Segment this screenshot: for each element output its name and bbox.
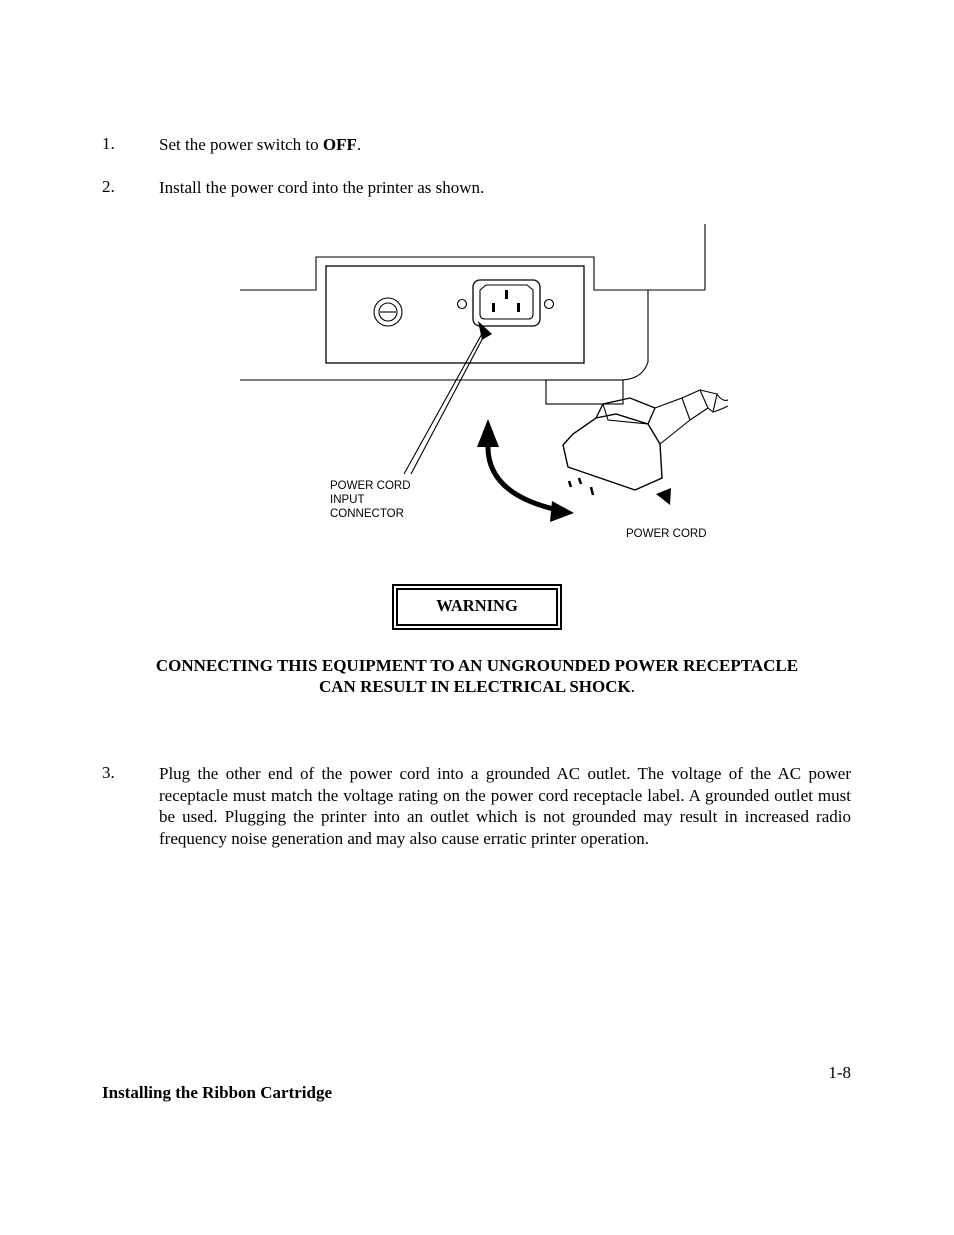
page-number: 1-8 [828, 1063, 851, 1082]
step-3-number: 3. [102, 763, 115, 782]
power-cord-diagram [230, 222, 730, 552]
warning-message [150, 655, 804, 697]
step-1-text [159, 134, 851, 156]
connector-label-line-1: POWER CORD [330, 480, 411, 492]
step-2-number: 2. [102, 177, 115, 196]
warning-title: WARNING [396, 588, 558, 626]
step-1-off-keyword: OFF [322, 135, 357, 154]
step-1-number: 1. [102, 134, 115, 153]
step-2-text: Install the power cord into the printer as shown. [159, 178, 485, 197]
step-1-text-start: Set the power switch to [159, 135, 323, 154]
warning-box [392, 584, 562, 630]
connector-label-line-3: CONNECTOR [330, 508, 404, 520]
step-3-text: Plug the other end of the power cord into a grounded AC outlet. The voltage of the AC power receptacle must match the voltage rating on the power cord receptacle label. A grounded outlet must be used. Plugging the printer into an outlet which is not grounded may result in increased radio frequency noise generation and may also cause erratic printer operation. [159, 764, 851, 848]
warning-message-bold: CONNECTING THIS EQUIPMENT TO AN UNGROUNDED POWER RECEPTACLE CAN RESULT IN ELECTRICAL SHOCK [155, 656, 799, 696]
warning-message-period: . [630, 677, 635, 696]
connector-label-line-2: INPUT [330, 494, 365, 506]
power-cord-label: POWER CORD [626, 528, 707, 540]
step-1-text-end: . [356, 135, 362, 154]
section-title: Installing the Ribbon Cartridge [102, 1083, 332, 1102]
